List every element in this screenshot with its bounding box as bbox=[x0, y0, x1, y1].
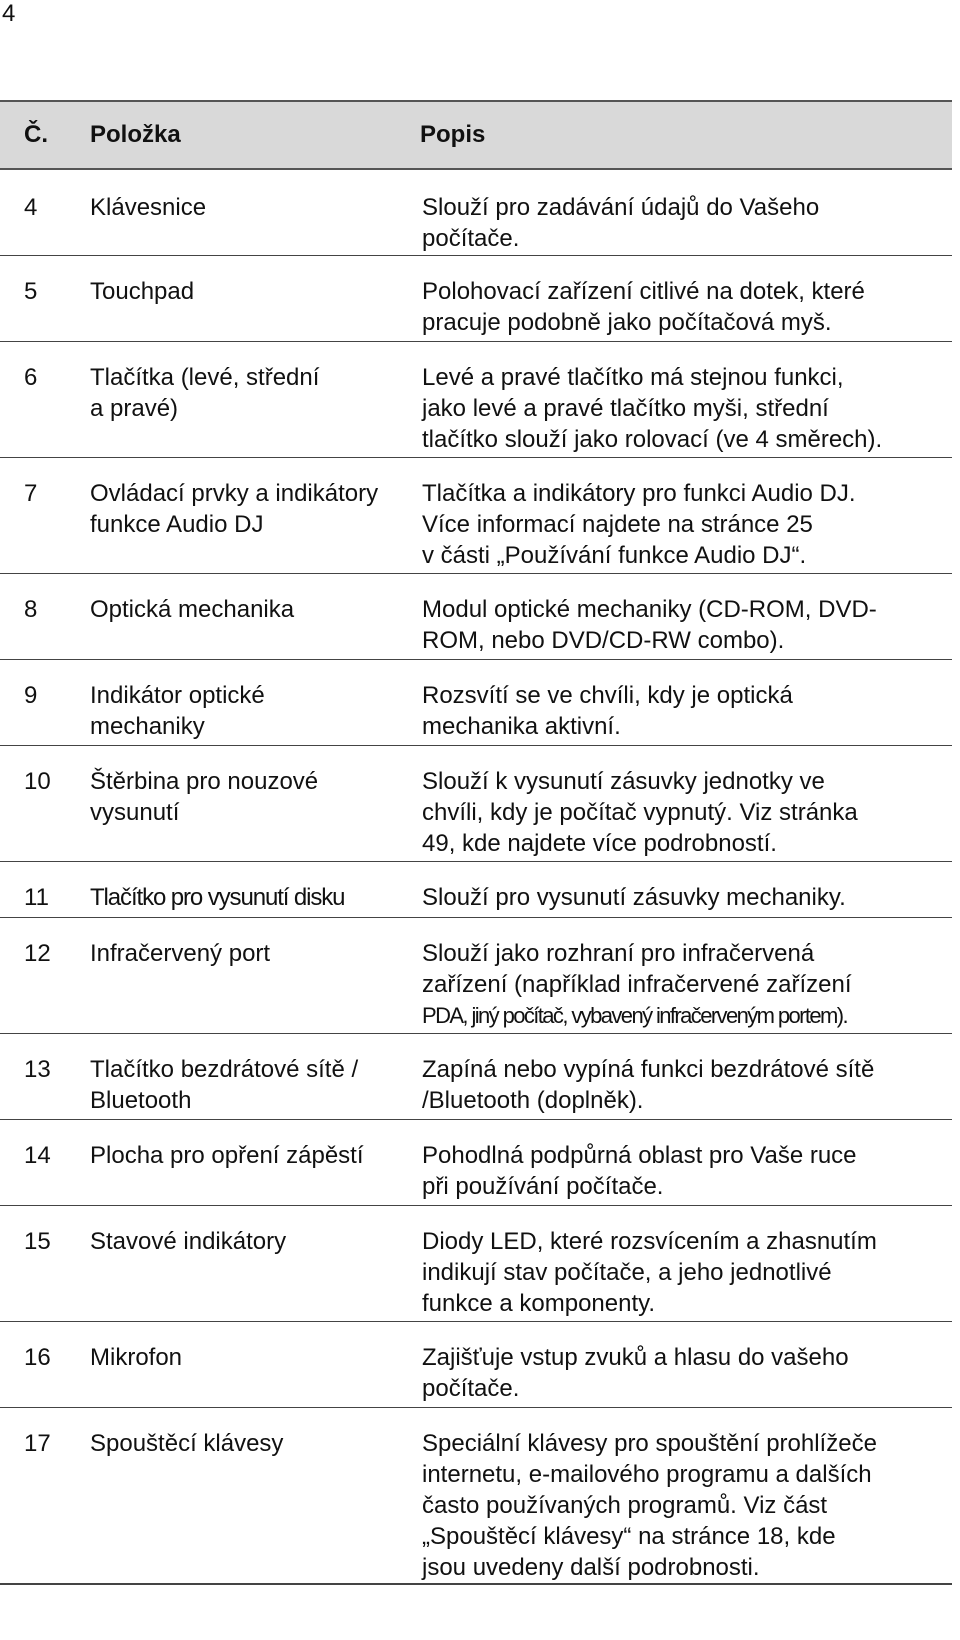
row-number: 9 bbox=[24, 682, 38, 709]
row-number: 15 bbox=[24, 1228, 51, 1255]
row-description bbox=[422, 938, 948, 1031]
row-number: 16 bbox=[24, 1344, 51, 1371]
row-description: Pohodlná podpůrná oblast pro Vaše ruce při používání počítače. bbox=[422, 1142, 857, 1200]
row-number: 12 bbox=[24, 940, 51, 967]
table-row bbox=[0, 746, 952, 862]
table-row bbox=[0, 1120, 952, 1206]
row-description: Rozsvítí se ve chvíli, kdy je optická mechanika aktivní. bbox=[422, 682, 793, 740]
table-row bbox=[0, 170, 952, 256]
table-row bbox=[0, 256, 952, 342]
row-number: 5 bbox=[24, 278, 38, 305]
description-line: Slouží jako rozhraní pro infračervená bbox=[422, 940, 815, 967]
row-item: Optická mechanika bbox=[90, 596, 295, 623]
row-item: Stavové indikátory bbox=[90, 1228, 287, 1255]
row-description: Slouží pro zadávání údajů do Vašeho počítače. bbox=[422, 194, 820, 252]
row-item: Mikrofon bbox=[90, 1344, 183, 1371]
row-description: Speciální klávesy pro spouštění prohlížeče internetu, e-mailového programu a dalších často používaných programů. Viz část „Spouštěcí klávesy“ na stránce 18, kde jsou uvedeny další podrobnosti. bbox=[422, 1430, 877, 1581]
row-item: Infračervený port bbox=[90, 940, 271, 967]
header-number: Č. bbox=[24, 121, 48, 148]
row-number: 6 bbox=[24, 364, 38, 391]
row-item: Tlačítko bezdrátové sítě / Bluetooth bbox=[90, 1056, 359, 1114]
description-line: PDA, jiný počítač, vybavený infračerveným portem). bbox=[422, 1003, 847, 1028]
row-number: 10 bbox=[24, 768, 51, 795]
table-row bbox=[0, 862, 952, 918]
row-item: Spouštěcí klávesy bbox=[90, 1430, 284, 1457]
row-number: 13 bbox=[24, 1056, 51, 1083]
table-row bbox=[0, 1408, 952, 1585]
row-number: 8 bbox=[24, 596, 38, 623]
row-item: Štěrbina pro nouzové vysunutí bbox=[90, 768, 319, 826]
table-row bbox=[0, 574, 952, 660]
table-row bbox=[0, 342, 952, 458]
table-header bbox=[0, 100, 952, 170]
table-row bbox=[0, 1322, 952, 1408]
row-description: Modul optické mechaniky (CD-ROM, DVD- ROM, nebo DVD/CD-RW combo). bbox=[422, 596, 877, 654]
table-body bbox=[0, 170, 952, 1585]
row-number: 11 bbox=[24, 884, 49, 911]
row-item: Tlačítka (levé, střední a pravé) bbox=[90, 364, 320, 422]
components-table bbox=[0, 100, 952, 1585]
row-description: Zajišťuje vstup zvuků a hlasu do vašeho počítače. bbox=[422, 1344, 849, 1402]
row-item: Touchpad bbox=[90, 278, 195, 305]
row-item: Ovládací prvky a indikátory funkce Audio DJ bbox=[90, 480, 379, 538]
row-number: 7 bbox=[24, 480, 38, 507]
row-number: 17 bbox=[24, 1430, 51, 1457]
row-description: Tlačítka a indikátory pro funkci Audio DJ. Více informací najdete na stránce 25 v části „Používání funkce Audio DJ“. bbox=[422, 480, 856, 569]
row-description: Slouží k vysunutí zásuvky jednotky ve chvíli, kdy je počítač vypnutý. Viz stránka 49, kde najdete více podrobností. bbox=[422, 768, 858, 857]
row-description: Polohovací zařízení citlivé na dotek, které pracuje podobně jako počítačová myš. bbox=[422, 278, 865, 336]
header-item: Položka bbox=[90, 121, 181, 148]
table-row bbox=[0, 1034, 952, 1120]
row-description: Zapíná nebo vypíná funkci bezdrátové sítě /Bluetooth (doplněk). bbox=[422, 1056, 875, 1114]
page-number: 4 bbox=[2, 0, 16, 27]
row-item: Plocha pro opření zápěstí bbox=[90, 1142, 364, 1169]
table-row bbox=[0, 1206, 952, 1322]
table-row bbox=[0, 918, 952, 1034]
row-item: Tlačítko pro vysunutí disku bbox=[90, 884, 345, 911]
row-description: Levé a pravé tlačítko má stejnou funkci, jako levé a pravé tlačítko myši, střední tlačítko slouží jako rolovací (ve 4 směrech). bbox=[422, 364, 883, 453]
row-description: Slouží pro vysunutí zásuvky mechaniky. bbox=[422, 884, 846, 911]
table-row bbox=[0, 660, 952, 746]
header-description: Popis bbox=[420, 121, 486, 148]
row-number: 14 bbox=[24, 1142, 51, 1169]
table-row bbox=[0, 458, 952, 574]
description-line: zařízení (například infračervené zařízení bbox=[422, 971, 852, 998]
row-item: Indikátor optické mechaniky bbox=[90, 682, 265, 740]
row-number: 4 bbox=[24, 194, 38, 221]
row-description: Diody LED, které rozsvícením a zhasnutím indikují stav počítače, a jeho jednotlivé funkce a komponenty. bbox=[422, 1228, 877, 1317]
row-item: Klávesnice bbox=[90, 194, 207, 221]
